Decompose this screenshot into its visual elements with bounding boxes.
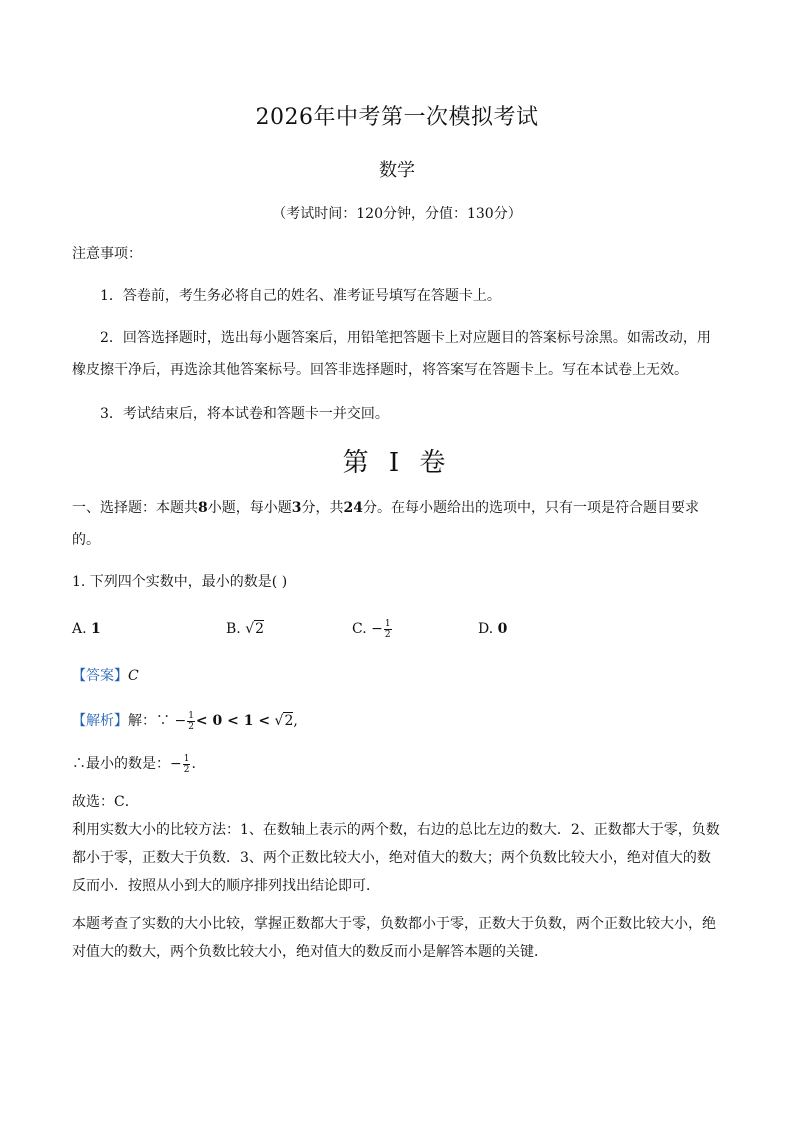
question-stem: 1. 下列四个实数中，最小的数是( ): [72, 574, 288, 590]
option-a: [72, 617, 101, 641]
sqrt-symbol: √2: [245, 621, 265, 637]
note-item-2: 2．回答选择题时，选出每小题答案后，用铅笔把答题卡上对应题目的答案标号涂黑。如需改动，用橡皮擦干净后，再选涂其他答案标号。回答非选择题时，将答案写在答题卡上。写在本试卷上无效。: [72, 330, 711, 378]
analysis-l1-num: 1: [188, 710, 194, 721]
points-total: 24: [343, 500, 363, 516]
analysis-l1-mid: < 0 < 1 <: [195, 713, 271, 729]
exam-title: 2026年中考第一次模拟考试: [255, 105, 539, 130]
analysis-l2-den: 2: [183, 764, 190, 775]
option-c-sign: −: [371, 621, 383, 637]
option-b: [226, 617, 264, 641]
analysis-sqrt-symbol: √2: [274, 713, 294, 729]
analysis-summary: 本题考查了实数的大小比较，掌握正数都大于零，负数都小于零，正数大于负数，两个正数比较大小，绝对值大的数大，两个负数比较大小，绝对值大的数反而小是解答本题的关键．: [72, 916, 716, 960]
analysis-l2-suffix: .: [191, 756, 196, 772]
option-c-fraction: [384, 619, 392, 640]
analysis-l1-den: 2: [188, 721, 194, 732]
section-intro-c: 分，共: [301, 500, 344, 516]
option-c-denominator: 2: [384, 629, 391, 640]
note-item-1: 1．答卷前，考生务必将自己的姓名、准考证号填写在答题卡上。: [100, 288, 501, 304]
option-c: [352, 617, 393, 641]
volume-heading: 第 I 卷: [342, 448, 452, 478]
option-c-label: C.: [352, 621, 367, 637]
points-each: 3: [291, 500, 302, 516]
section-intro-d: 分。在每小题给出的选项中，只有一项是符合题目要求的。: [72, 500, 699, 548]
analysis-line-3: 故选：C．: [72, 794, 139, 810]
answer-tag: 【答案】: [72, 668, 128, 684]
analysis-l2-fraction: [183, 754, 191, 775]
option-b-radicand: 2: [255, 621, 265, 637]
analysis-l1-fraction: [187, 711, 195, 732]
option-a-label: A.: [72, 621, 87, 637]
note-item-3: 3．考试结束后，将本试卷和答题卡一并交回。: [100, 406, 389, 422]
option-d-value: 0: [497, 621, 508, 637]
analysis-tag: 【解析】: [72, 713, 128, 729]
notes-heading: 注意事项：: [72, 246, 142, 262]
analysis-l1-suffix: ,: [293, 713, 298, 729]
analysis-line-2: [72, 748, 722, 780]
option-b-label: B.: [226, 621, 241, 637]
section-intro-a: 一、选择题：本题共: [72, 500, 198, 516]
question-count: 8: [198, 500, 208, 516]
option-d: [478, 617, 507, 641]
answer-value: C: [128, 668, 139, 684]
analysis-l2-prefix: ∴最小的数是：−: [72, 756, 182, 772]
answer-line: [72, 660, 722, 692]
option-c-numerator: 1: [384, 618, 391, 629]
analysis-explanation: 利用实数大小的比较方法：1、在数轴上表示的两个数，右边的总比左边的数大．2、正数都大于零，负数都小于零，正数大于负数．3、两个正数比较大小，绝对值大的数大；两个负数比较大小，绝对值大的数反而小．按照从小到大的顺序排列找出结论即可．: [72, 822, 720, 894]
section-instructions: [72, 492, 722, 556]
exam-time-info: （考试时间：120分钟，分值：130分）: [272, 206, 522, 222]
option-a-value: 1: [91, 621, 101, 637]
analysis-l2-num: 1: [183, 753, 190, 764]
section-intro-b: 小题，每小题: [207, 500, 292, 516]
analysis-line-1: [72, 705, 722, 737]
analysis-l1-root: 2: [284, 713, 294, 729]
option-d-label: D.: [478, 621, 494, 637]
subject-heading: 数学: [379, 160, 415, 181]
analysis-l1-prefix: 解：∵ −: [128, 713, 187, 729]
